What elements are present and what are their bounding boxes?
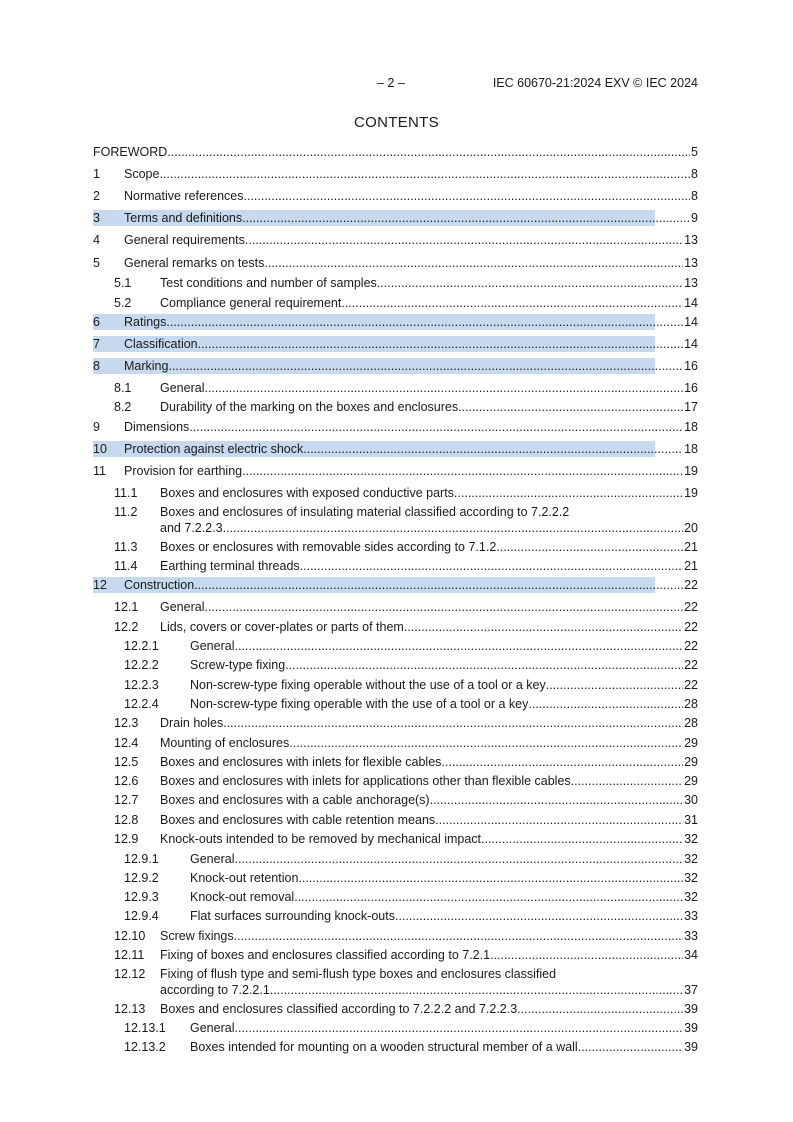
toc-entry-title: Knock-out retention (190, 871, 299, 885)
toc-entry-number: 12.9.1 (124, 852, 159, 866)
toc-entry-title: Earthing terminal threads (160, 559, 300, 573)
toc-entry[interactable] (93, 736, 698, 753)
dot-leader (481, 832, 683, 846)
toc-entry-title: Construction (124, 578, 195, 592)
toc-entry-number: 12.9.4 (124, 909, 159, 923)
toc-entry-number: 12.7 (114, 793, 139, 807)
toc-entry[interactable] (93, 400, 698, 417)
toc-entry-page: 33 (684, 929, 698, 943)
toc-entry-page: 22 (684, 639, 698, 653)
toc-entry-title: General (190, 1021, 235, 1035)
toc-entry-title: FOREWORD (93, 145, 168, 159)
toc-entry[interactable] (93, 442, 698, 459)
toc-entry-title: Boxes and enclosures of insulating material classified according to 7.2.2.2 (160, 505, 570, 519)
toc-entry[interactable] (93, 505, 698, 539)
toc-entry[interactable] (93, 315, 698, 332)
toc-entry-page: 32 (684, 890, 698, 904)
toc-entry[interactable] (93, 1021, 698, 1038)
toc-entry-page: 13 (684, 276, 698, 290)
dot-leader (166, 315, 683, 329)
toc-entry[interactable] (93, 774, 698, 791)
dot-leader (298, 871, 683, 885)
toc-entry-page: 14 (684, 337, 698, 351)
toc-entry-number: 12.4 (114, 736, 139, 750)
toc-entry-page: 13 (684, 256, 698, 270)
toc-entry[interactable] (93, 890, 698, 907)
toc-entry[interactable] (93, 1002, 698, 1019)
toc-entry-number: 12.9.3 (124, 890, 159, 904)
toc-entry-title: Compliance general requirement (160, 296, 342, 310)
toc-entry-page: 16 (684, 359, 698, 373)
dot-leader (430, 793, 683, 807)
toc-entry-title: Mounting of enclosures (160, 736, 290, 750)
toc-entry[interactable] (93, 464, 698, 481)
toc-entry[interactable] (93, 359, 698, 376)
toc-entry-title: Boxes intended for mounting on a wooden structural member of a wall (190, 1040, 578, 1054)
toc-entry-title: Knock-out removal (190, 890, 295, 904)
dot-leader (242, 211, 690, 225)
toc-entry[interactable] (93, 559, 698, 576)
dot-leader (571, 774, 683, 788)
toc-entry-page: 30 (684, 793, 698, 807)
toc-entry-title: Classification (124, 337, 198, 351)
dot-leader (234, 929, 683, 943)
dot-leader (285, 658, 683, 672)
toc-entry-title: General requirements (124, 233, 245, 247)
toc-entry[interactable] (93, 697, 698, 714)
toc-entry[interactable] (93, 813, 698, 830)
dot-leader (294, 890, 683, 904)
toc-entry-title: General (190, 852, 235, 866)
toc-entry-title: Knock-outs intended to be removed by mechanical impact (160, 832, 482, 846)
toc-entry[interactable] (93, 578, 698, 595)
dot-leader (300, 559, 683, 573)
toc-entry-number: 12.2.2 (124, 658, 159, 672)
toc-entry-title: Boxes or enclosures with removable sides according to 7.1.2 (160, 540, 497, 554)
toc-entry-page: 39 (684, 1040, 698, 1054)
dot-leader (435, 813, 683, 827)
toc-entry-title: Fixing of flush type and semi-flush type boxes and enclosures classified (160, 967, 557, 981)
toc-entry-number: 6 (93, 315, 100, 329)
dot-leader (168, 359, 683, 373)
toc-entry-page: 8 (691, 167, 698, 181)
toc-entry-title: Ratings (124, 315, 167, 329)
toc-entry-page: 19 (684, 464, 698, 478)
toc-entry-number: 5.2 (114, 296, 132, 310)
toc-entry-title: Provision for earthing (124, 464, 243, 478)
dot-leader (404, 620, 683, 634)
toc-entry-number: 12.2.4 (124, 697, 159, 711)
toc-entry[interactable] (93, 620, 698, 637)
toc-entry-number: 12.13.1 (124, 1021, 166, 1035)
toc-entry-number: 8.2 (114, 400, 132, 414)
toc-entry-number: 4 (93, 233, 100, 247)
toc-entry[interactable] (93, 420, 698, 437)
dot-leader (204, 600, 683, 614)
toc-entry-number: 11 (93, 464, 106, 478)
toc-entry-title: Fixing of boxes and enclosures classified according to 7.2.1 (160, 948, 491, 962)
toc-entry-title: Scope (124, 167, 160, 181)
toc-entry-number: 12.11 (114, 948, 145, 962)
toc-entry-number: 8 (93, 359, 100, 373)
toc-entry-page: 14 (684, 315, 698, 329)
toc-entry-number: 11.3 (114, 540, 138, 554)
toc-entry-number: 5 (93, 256, 100, 270)
toc-entry[interactable] (93, 755, 698, 772)
toc-entry-title: Flat surfaces surrounding knock-outs (190, 909, 395, 923)
toc-entry-number: 12.3 (114, 716, 139, 730)
toc-entry-number: 12.13.2 (124, 1040, 166, 1054)
toc-entry-page: 22 (684, 578, 698, 592)
toc-entry-title: Drain holes (160, 716, 224, 730)
dot-leader (517, 1002, 683, 1016)
toc-entry-title: Screw-type fixing (190, 658, 286, 672)
toc-entry-page: 29 (684, 755, 698, 769)
toc-entry-number: 11.2 (114, 505, 138, 519)
dot-leader (289, 736, 683, 750)
toc-entry-number: 7 (93, 337, 100, 351)
dot-leader (242, 464, 683, 478)
dot-leader (341, 296, 683, 310)
toc-entry-number: 12.10 (114, 929, 146, 943)
toc-entry-page: 18 (684, 442, 698, 456)
dot-leader (194, 578, 683, 592)
toc-entry-page: 39 (684, 1021, 698, 1035)
dot-leader (490, 948, 683, 962)
dot-leader (546, 678, 683, 692)
toc-entry-number: 12.2.3 (124, 678, 159, 692)
toc-entry[interactable] (93, 852, 698, 869)
toc-entry-title-continuation: according to 7.2.2.1 (160, 983, 270, 997)
toc-entry[interactable] (93, 948, 698, 965)
toc-entry-title: General remarks on tests (124, 256, 265, 270)
toc-entry-title: General (190, 639, 235, 653)
toc-entry[interactable] (93, 540, 698, 557)
toc-entry-page: 22 (684, 678, 698, 692)
page-header (0, 76, 793, 92)
toc-entry-page: 13 (684, 233, 698, 247)
toc-entry-page: 37 (684, 983, 698, 997)
dot-leader (303, 442, 683, 456)
dot-leader (159, 167, 690, 181)
toc-entry[interactable] (93, 716, 698, 733)
toc-entry-number: 12.6 (114, 774, 139, 788)
toc-entry-page: 22 (684, 600, 698, 614)
toc-entry-number: 2 (93, 189, 100, 203)
toc-entry[interactable] (93, 600, 698, 617)
toc-entry-number: 9 (93, 420, 100, 434)
toc-entry-page: 32 (684, 852, 698, 866)
toc-entry-title: Boxes and enclosures classified according to 7.2.2.2 and 7.2.2.3 (160, 1002, 518, 1016)
toc-entry[interactable] (93, 678, 698, 695)
toc-entry-title: Screw fixings (160, 929, 234, 943)
toc-entry-title: Dimensions (124, 420, 190, 434)
toc-entry-number: 8.1 (114, 381, 132, 395)
toc-entry-page: 28 (684, 716, 698, 730)
toc-entry[interactable] (93, 276, 698, 293)
toc-entry-number: 12.9.2 (124, 871, 159, 885)
toc-entry-page: 32 (684, 832, 698, 846)
toc-entry[interactable] (93, 233, 698, 250)
dot-leader (223, 521, 684, 535)
toc-entry-page: 8 (691, 189, 698, 203)
dot-leader (441, 755, 683, 769)
toc-entry-number: 12.12 (114, 967, 146, 981)
toc-entry-number: 12.2 (114, 620, 139, 634)
toc-entry-page: 18 (684, 420, 698, 434)
toc-entry[interactable] (93, 211, 698, 228)
toc-entry-page: 22 (684, 658, 698, 672)
toc-entry-number: 12.1 (114, 600, 139, 614)
toc-entry[interactable] (93, 967, 698, 1001)
toc-entry[interactable] (93, 337, 698, 354)
toc-entry-title: Non-screw-type fixing operable without the use of a tool or a key (190, 678, 546, 692)
toc-entry-page: 28 (684, 697, 698, 711)
dot-leader (204, 381, 683, 395)
toc-entry-title: Boxes and enclosures with a cable anchorage(s) (160, 793, 430, 807)
toc-entry-page: 29 (684, 736, 698, 750)
toc-entry-title: General (160, 381, 205, 395)
dot-leader (198, 337, 683, 351)
dot-leader (244, 189, 691, 203)
toc-entry-number: 11.1 (114, 486, 138, 500)
toc-entry-page: 29 (684, 774, 698, 788)
toc-entry-number: 12 (93, 578, 107, 592)
toc-entry[interactable] (93, 832, 698, 849)
toc-entry-number: 12.2.1 (124, 639, 159, 653)
toc-entry-title: Terms and definitions (124, 211, 243, 225)
toc-entry-number: 1 (93, 167, 100, 181)
toc-entry[interactable] (93, 909, 698, 926)
toc-entry[interactable] (93, 189, 698, 206)
dot-leader (528, 697, 683, 711)
toc-entry-page: 19 (684, 486, 698, 500)
toc-entry-title: Test conditions and number of samples (160, 276, 377, 290)
page-number: – 2 – (377, 76, 405, 90)
toc-entry-title: Protection against electric shock (124, 442, 304, 456)
toc-entry-page: 22 (684, 620, 698, 634)
dot-leader (167, 145, 690, 159)
toc-entry-page: 39 (684, 1002, 698, 1016)
toc-entry-number: 12.13 (114, 1002, 146, 1016)
toc-entry-number: 11.4 (114, 559, 138, 573)
dot-leader (234, 852, 683, 866)
toc-entry-number: 12.9 (114, 832, 139, 846)
toc-entry-page: 16 (684, 381, 698, 395)
toc-entry-title: Boxes and enclosures with inlets for applications other than flexible cables (160, 774, 571, 788)
toc-entry-number: 3 (93, 211, 100, 225)
toc-entry[interactable] (93, 658, 698, 675)
toc-entry[interactable] (93, 256, 698, 273)
dot-leader (395, 909, 683, 923)
dot-leader (454, 486, 683, 500)
toc-entry-page: 21 (684, 559, 698, 573)
toc-entry[interactable] (93, 167, 698, 184)
toc-entry-title: Boxes and enclosures with exposed conductive parts (160, 486, 454, 500)
dot-leader (377, 276, 683, 290)
toc-entry[interactable] (93, 793, 698, 810)
toc-entry-page: 9 (691, 211, 698, 225)
toc-entry-page: 31 (684, 813, 698, 827)
toc-entry[interactable] (93, 486, 698, 503)
toc-entry-title: Boxes and enclosures with cable retention means (160, 813, 436, 827)
dot-leader (578, 1040, 683, 1054)
dot-leader (264, 256, 683, 270)
toc-entry-page: 17 (684, 400, 698, 414)
document-id: IEC 60670-21:2024 EXV © IEC 2024 (492, 76, 698, 90)
dot-leader (245, 233, 683, 247)
toc-entry-number: 12.5 (114, 755, 139, 769)
toc-entry-page: 33 (684, 909, 698, 923)
toc-entry-page: 34 (684, 948, 698, 962)
dot-leader (223, 716, 683, 730)
toc-entry-page: 20 (684, 521, 698, 535)
toc-entry[interactable] (93, 871, 698, 888)
toc-entry[interactable] (93, 296, 698, 313)
dot-leader (496, 540, 683, 554)
toc-entry-number: 5.1 (114, 276, 132, 290)
toc-entry[interactable] (93, 639, 698, 656)
dot-leader (458, 400, 683, 414)
toc-entry-title: General (160, 600, 205, 614)
toc-entry-number: 12.8 (114, 813, 139, 827)
dot-leader (189, 420, 683, 434)
toc-entry-page: 14 (684, 296, 698, 310)
contents-title: CONTENTS (354, 114, 439, 131)
dot-leader (270, 983, 683, 997)
dot-leader (234, 1021, 683, 1035)
toc-entry-title: Normative references (124, 189, 244, 203)
toc-entry-page: 21 (684, 540, 698, 554)
toc-entry-title: Lids, covers or cover-plates or parts of them (160, 620, 404, 634)
dot-leader (234, 639, 683, 653)
toc-entry-number: 10 (93, 442, 107, 456)
toc-entry-title-continuation: and 7.2.2.3 (160, 521, 223, 535)
toc-entry[interactable] (93, 381, 698, 398)
toc-entry-page: 32 (684, 871, 698, 885)
toc-entry[interactable] (93, 1040, 698, 1057)
toc-entry-title: Durability of the marking on the boxes and enclosures (160, 400, 459, 414)
toc-entry[interactable] (93, 145, 698, 162)
toc-entry-title: Marking (124, 359, 169, 373)
toc-entry[interactable] (93, 929, 698, 946)
toc-entry-title: Non-screw-type fixing operable with the use of a tool or a key (190, 697, 529, 711)
toc-entry-page: 5 (691, 145, 698, 159)
toc-entry-title: Boxes and enclosures with inlets for flexible cables (160, 755, 442, 769)
